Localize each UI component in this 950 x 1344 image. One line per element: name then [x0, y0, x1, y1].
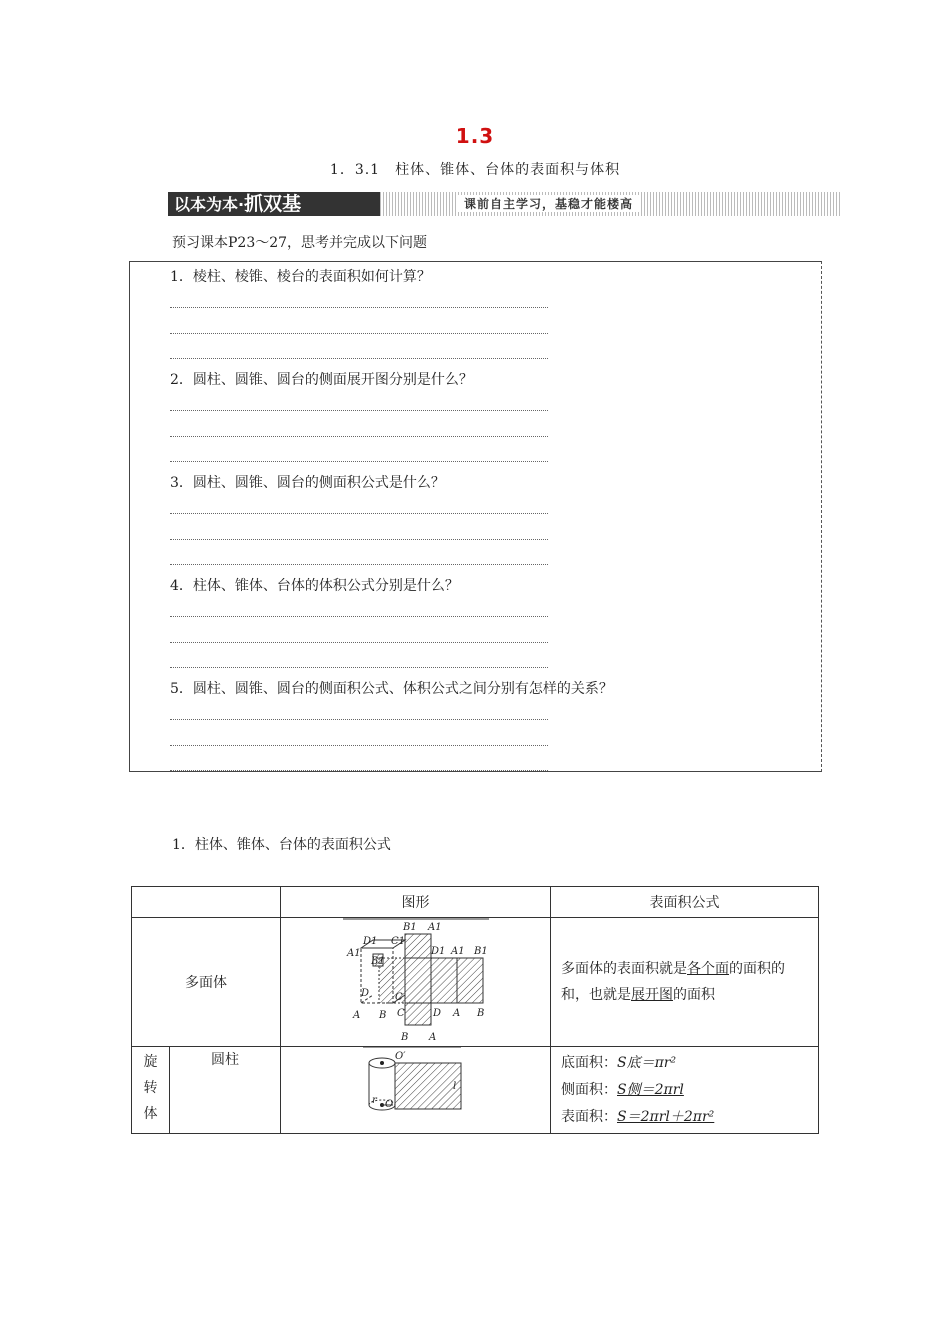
prism-net-figure — [281, 918, 550, 1046]
answer-line[interactable] — [170, 513, 548, 514]
polyhedron-blank-1: 各个面 — [687, 961, 729, 977]
figure-label: l — [453, 1081, 457, 1092]
preview-instruction: 预习课本P23～27，思考并完成以下问题 — [172, 235, 428, 251]
figure-label: C1 — [391, 936, 406, 947]
base-area-line — [561, 1050, 818, 1077]
figure-label: A1 — [428, 922, 442, 933]
polyhedron-figure-cell — [281, 918, 551, 1047]
table-row-cylinder — [132, 1047, 819, 1134]
polyhedron-label: 多面体 — [132, 918, 281, 1047]
answer-line[interactable] — [170, 564, 548, 565]
answer-line[interactable] — [170, 539, 548, 540]
question-2: 2．圆柱、圆锥、圆台的侧面展开图分别是什么？ — [170, 372, 473, 388]
figure-label: B1 — [371, 956, 385, 967]
table-row-polyhedron — [132, 918, 819, 1047]
banner-title-part2: 抓双基 — [244, 193, 302, 215]
figure-label: D — [433, 1008, 442, 1019]
surface-area-formula: S＝2πrl＋2πr² — [617, 1108, 715, 1125]
cylinder-label: 圆柱 — [170, 1047, 281, 1134]
answer-line[interactable] — [170, 770, 548, 771]
rotation-char: 旋 — [143, 1054, 158, 1070]
table-header-row — [132, 887, 819, 918]
base-area-formula: S底＝πr² — [617, 1054, 677, 1071]
cylinder-figure — [281, 1047, 550, 1133]
figure-label: B — [477, 1008, 485, 1019]
answer-line[interactable] — [170, 358, 548, 359]
surface-area-label: 表面积： — [561, 1108, 617, 1125]
answer-line[interactable] — [170, 667, 548, 668]
cylinder-figure-cell — [281, 1047, 551, 1134]
polyhedron-blank-2: 展开图 — [631, 987, 673, 1003]
question-5: 5．圆柱、圆锥、圆台的侧面积公式、体积公式之间分别有怎样的关系？ — [170, 681, 613, 697]
question-box — [129, 261, 822, 772]
banner-title-part1: 以本为本· — [174, 195, 245, 214]
figure-label: C — [395, 992, 403, 1003]
banner-slogan: 课前自主学习，基稳才能楼高 — [458, 195, 639, 212]
banner-title — [168, 192, 380, 216]
lateral-area-line — [561, 1077, 818, 1104]
question-3: 3．圆柱、圆锥、圆台的侧面积公式是什么？ — [170, 475, 445, 491]
rotation-char: 体 — [143, 1106, 158, 1122]
rotation-char: 转 — [143, 1080, 158, 1096]
figure-label: D — [361, 988, 370, 999]
polyhedron-text-1: 多面体的表面积就是 — [561, 961, 687, 977]
section-banner — [168, 192, 840, 216]
polyhedron-text-3: 的面积 — [673, 987, 715, 1003]
answer-line[interactable] — [170, 719, 548, 720]
question-1: 1．棱柱、棱锥、棱台的表面积如何计算？ — [170, 269, 431, 285]
figure-label: A — [453, 1008, 461, 1019]
answer-line[interactable] — [170, 616, 548, 617]
figure-label: D1 — [363, 936, 378, 947]
surface-area-line — [561, 1104, 818, 1131]
figure-label: B1 — [474, 946, 488, 957]
figure-label: B1 — [403, 922, 417, 933]
question-4: 4．柱体、锥体、台体的体积公式分别是什么？ — [170, 578, 459, 594]
rotation-body-label — [132, 1047, 170, 1134]
figure-label: B — [401, 1032, 409, 1043]
header-cell-empty — [132, 887, 281, 918]
figure-label: A1 — [347, 948, 361, 959]
surface-area-table — [131, 886, 819, 1134]
figure-label: D1 — [431, 946, 446, 957]
section1-heading: 1．柱体、锥体、台体的表面积公式 — [172, 837, 391, 853]
lateral-area-formula: S侧＝2πrl — [617, 1081, 684, 1098]
figure-label: O — [385, 1099, 394, 1110]
base-area-label: 底面积： — [561, 1054, 617, 1071]
figure-label: A — [429, 1032, 437, 1043]
answer-line[interactable] — [170, 436, 548, 437]
answer-line[interactable] — [170, 461, 548, 462]
answer-line[interactable] — [170, 307, 548, 308]
header-cell-formula: 表面积公式 — [551, 887, 819, 918]
chapter-number: 1.3 — [455, 124, 495, 148]
section-title: 1．3.1 柱体、锥体、台体的表面积与体积 — [329, 162, 621, 178]
polyhedron-text-2: 的面积的和，也就是 — [561, 961, 785, 1003]
figure-label: A — [353, 1010, 361, 1021]
figure-label: B — [379, 1010, 387, 1021]
answer-line[interactable] — [170, 642, 548, 643]
figure-label: C — [397, 1008, 405, 1019]
header-cell-figure: 图形 — [281, 887, 551, 918]
polyhedron-formula — [551, 918, 819, 1047]
lateral-area-label: 侧面积： — [561, 1081, 617, 1098]
figure-label: r — [372, 1095, 377, 1106]
cylinder-formulas — [551, 1047, 819, 1134]
answer-line[interactable] — [170, 410, 548, 411]
figure-label: A1 — [451, 946, 465, 957]
answer-line[interactable] — [170, 333, 548, 334]
figure-label: O′ — [395, 1051, 406, 1062]
answer-line[interactable] — [170, 745, 548, 746]
